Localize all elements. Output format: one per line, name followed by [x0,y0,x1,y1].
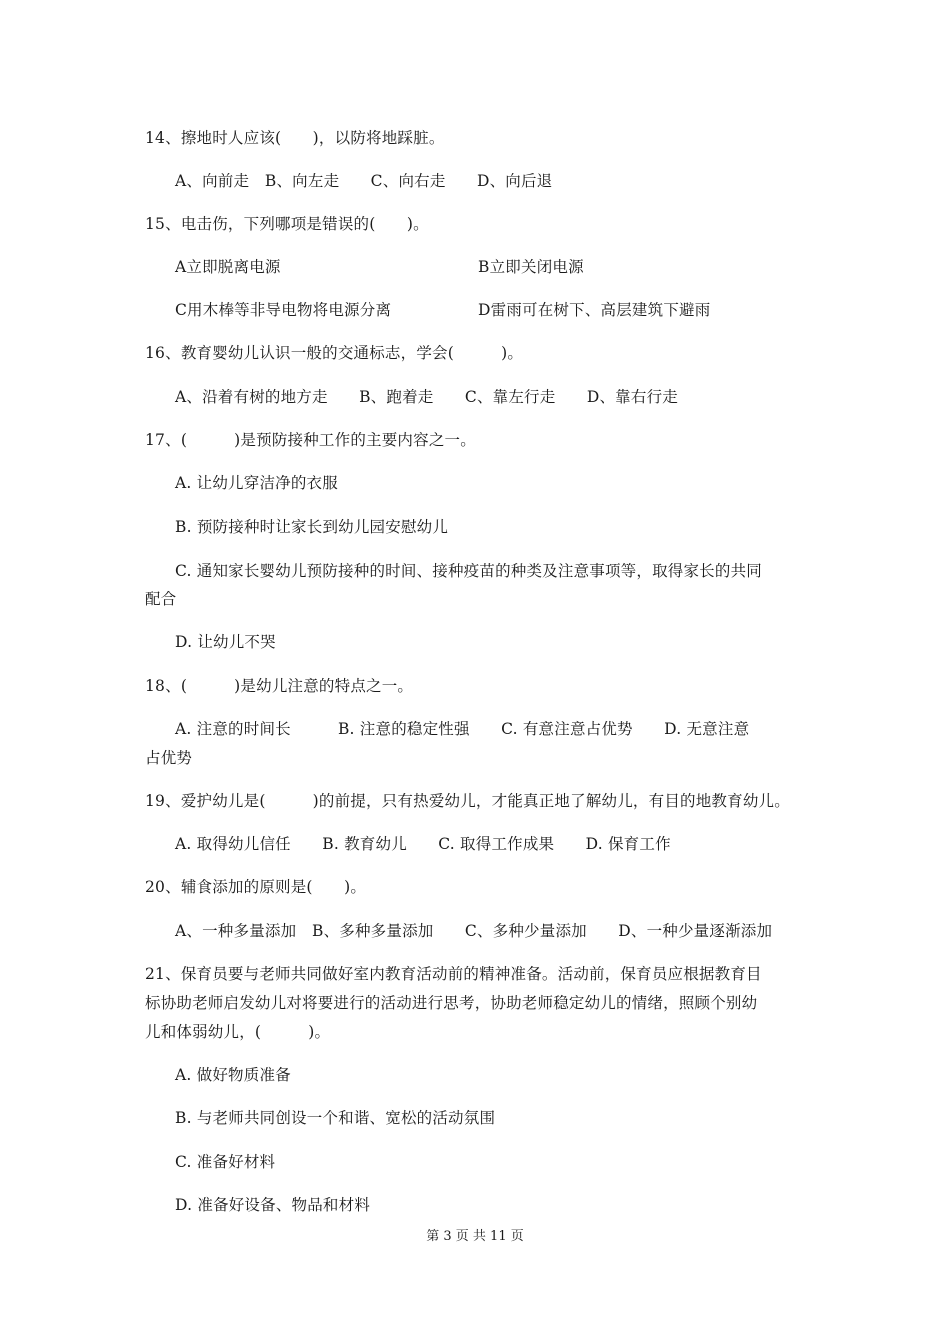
question-19-options: A. 取得幼儿信任 B. 教育幼儿 C. 取得工作成果 D. 保育工作 [175,835,671,853]
question-15-option-b: B立即关闭电源 [478,258,584,276]
question-17-option-c: C. 通知家长婴幼儿预防接种的时间、接种疫苗的种类及注意事项等，取得家长的共同 [175,562,762,580]
page-number-footer: 第 3 页 共 11 页 [426,1229,524,1244]
question-17-option-c-cont: 配合 [145,590,177,608]
question-15-option-a: A立即脱离电源 [175,258,281,276]
question-15-option-c: C用木棒等非导电物将电源分离 [175,301,392,319]
question-17-option-a: A. 让幼儿穿洁净的衣服 [175,474,338,492]
question-15-option-d: D雷雨可在树下、高层建筑下避雨 [478,301,711,319]
question-21-stem-line-2: 标协助老师启发幼儿对将要进行的活动进行思考，协助老师稳定幼儿的情绪，照顾个别幼 [145,994,758,1012]
question-19-stem: 19、爱护幼儿是( )的前提，只有热爱幼儿，才能真正地了解幼儿，有目的地教育幼儿。 [145,792,790,810]
question-21-stem-line-3: 儿和体弱幼儿，( )。 [145,1023,331,1041]
question-18-options-cont: 占优势 [145,749,193,767]
question-21-stem: 21、保育员要与老师共同做好室内教育活动前的精神准备。活动前，保育员应根据教育目 [145,965,762,983]
question-14-stem: 14、擦地时人应该( )，以防将地踩脏。 [145,129,445,147]
question-20-stem: 20、辅食添加的原则是( )。 [145,878,367,896]
question-15-stem: 15、电击伤，下列哪项是错误的( )。 [145,215,429,233]
question-18-stem: 18、( )是幼儿注意的特点之一。 [145,677,414,695]
question-20-options: A、一种多量添加 B、多种多量添加 C、多种少量添加 D、一种少量逐渐添加 [175,922,773,940]
question-17-option-d: D. 让幼儿不哭 [175,633,276,651]
question-17-option-b: B. 预防接种时让家长到幼儿园安慰幼儿 [175,518,449,536]
question-14-options: A、向前走 B、向左走 C、向右走 D、向后退 [175,172,553,190]
question-17-stem: 17、( )是预防接种工作的主要内容之一。 [145,431,476,449]
question-21-option-a: A. 做好物质准备 [175,1066,291,1084]
question-18-options: A. 注意的时间长 B. 注意的稳定性强 C. 有意注意占优势 D. 无意注意 [175,720,750,738]
question-21-option-b: B. 与老师共同创设一个和谐、宽松的活动氛围 [175,1109,496,1127]
question-16-stem: 16、教育婴幼儿认识一般的交通标志，学会( )。 [145,344,524,362]
question-21-option-c: C. 准备好材料 [175,1153,276,1171]
question-21-option-d: D. 准备好设备、物品和材料 [175,1196,371,1214]
question-16-options: A、沿着有树的地方走 B、跑着走 C、靠左行走 D、靠右行走 [175,388,678,406]
